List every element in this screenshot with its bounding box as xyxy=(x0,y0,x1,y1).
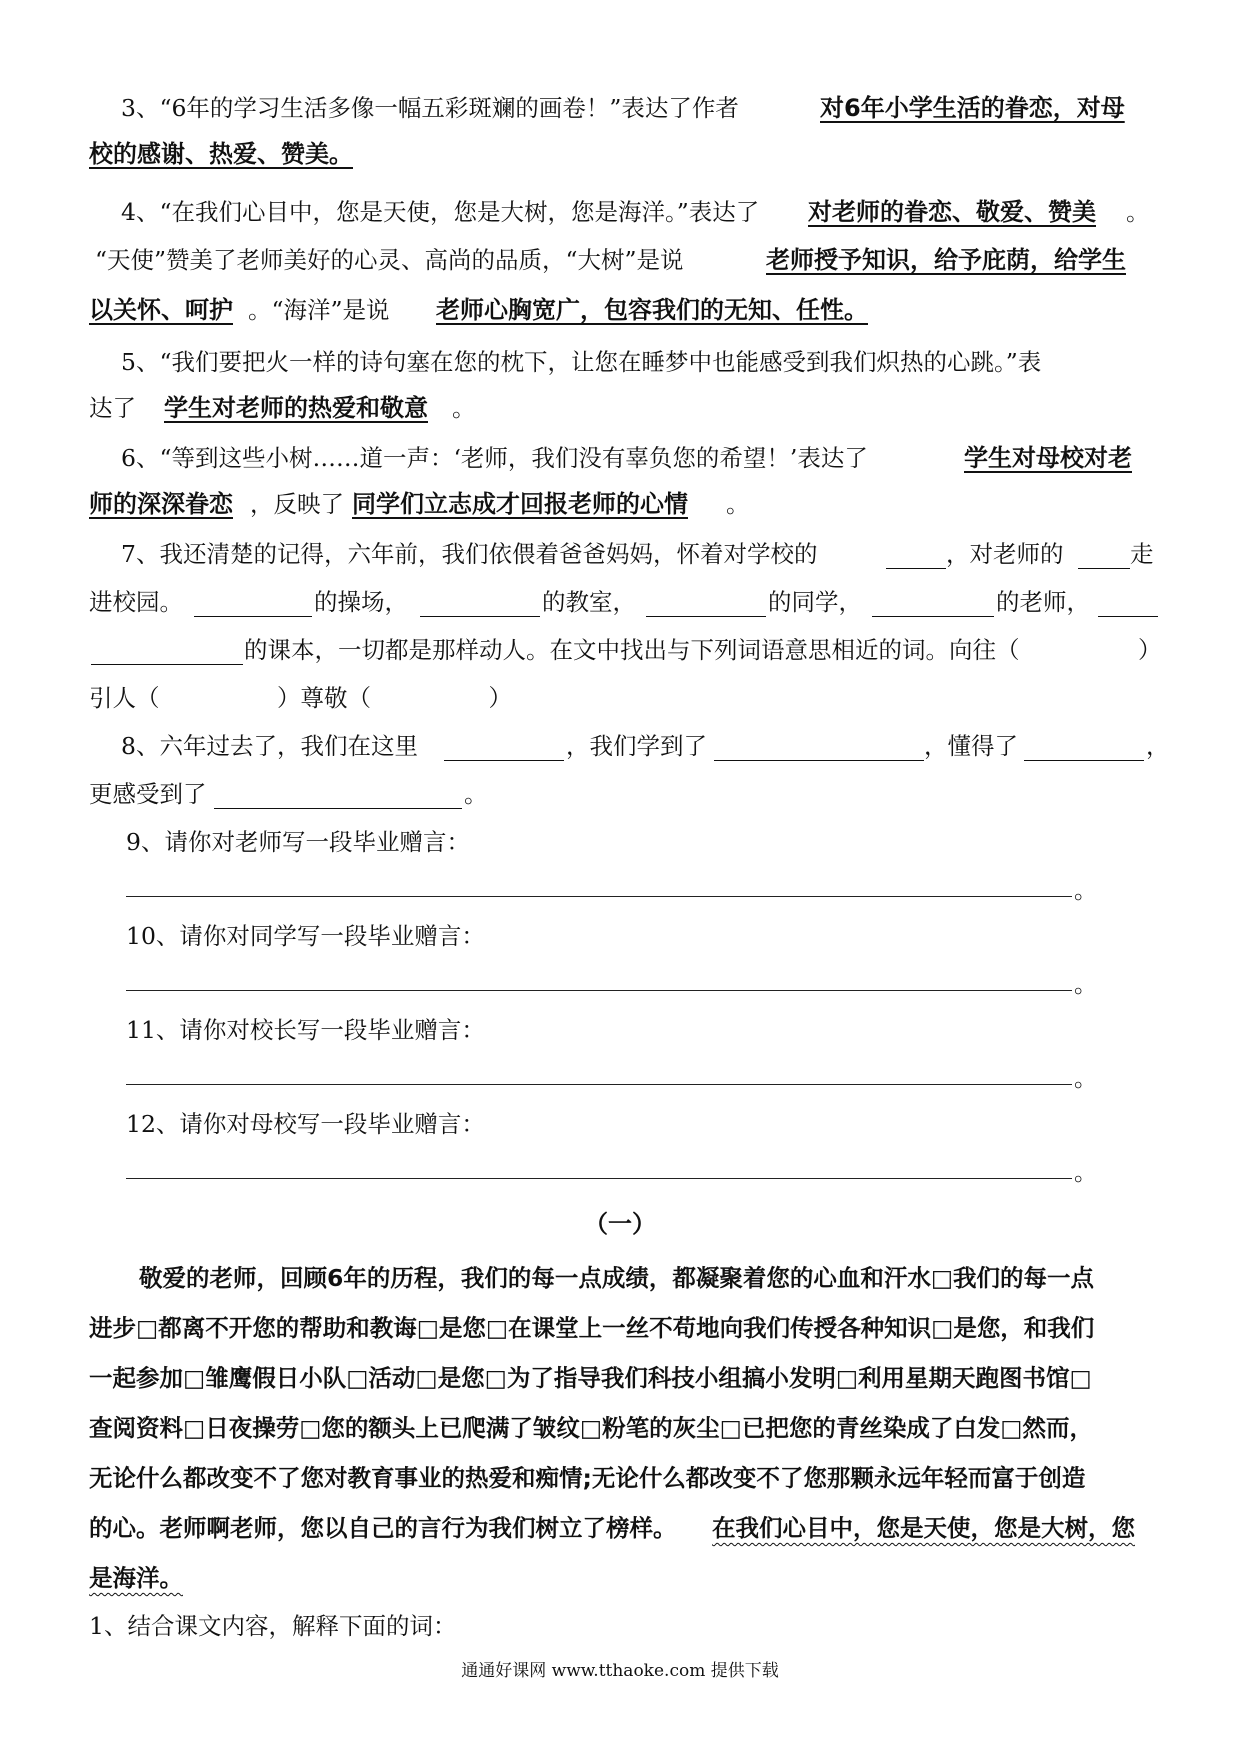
question-7-line2-d: 的同学， xyxy=(768,588,862,616)
question-8-blank-1[interactable] xyxy=(444,726,564,761)
question-10-text: 10、请你对同学写一段毕业赠言： xyxy=(126,922,485,950)
question-7-line-1 xyxy=(0,532,1240,576)
question-7-blank-classroom[interactable] xyxy=(420,582,540,617)
passage-line-4 xyxy=(0,1406,1240,1450)
question-6-mid: ，反映了 xyxy=(250,490,344,518)
question-7-line1-a: 7、我还清楚的记得，六年前，我们依偎着爸爸妈妈，怀着对学校的 xyxy=(121,540,818,568)
question-6-answer-1-part1: 学生对母校对老 xyxy=(964,444,1132,472)
question-7-blank-teacher[interactable] xyxy=(872,582,994,617)
question-3-answer-part2: 校的感谢、热爱、赞美。 xyxy=(89,140,353,168)
question-7-blank-textbook[interactable] xyxy=(91,630,243,665)
question-4-answer-2-part2: 以关怀、呵护 xyxy=(89,296,233,324)
question-6-answer-1-part2: 师的深深眷恋 xyxy=(89,490,233,518)
question-9-answer-line[interactable] xyxy=(126,896,1072,897)
question-8-line-1 xyxy=(0,724,1240,768)
question-7-line2-a: 进校园。 xyxy=(89,588,183,616)
question-3-line-1 xyxy=(0,86,1240,130)
question-4-line2-text: “天使”赞美了老师美好的心灵、高尚的品质，“大树”是说 xyxy=(95,246,684,274)
question-6-line-2 xyxy=(0,482,1240,526)
question-9-line xyxy=(0,820,1240,864)
section-question-1-text: 1、结合课文内容，解释下面的词： xyxy=(89,1612,457,1640)
passage-line-6-text: 的心。老师啊老师，您以自己的言行为我们树立了榜样。 xyxy=(89,1514,677,1542)
passage-line-5 xyxy=(0,1456,1240,1500)
question-10-line xyxy=(0,914,1240,958)
question-4-answer-1: 对老师的眷恋、敬爱、赞美 xyxy=(808,198,1096,226)
section-heading: （一） xyxy=(584,1210,656,1238)
question-4-line-2 xyxy=(0,238,1240,282)
question-5-line-1 xyxy=(0,340,1240,384)
question-5-prefix: 达了 xyxy=(89,394,136,422)
question-9-line-end: 。 xyxy=(1074,878,1097,904)
question-6-prefix: 6、“等到这些小树……道一声：‘老师，我们没有辜负您的希望！’表达了 xyxy=(121,444,868,472)
passage-line-3 xyxy=(0,1356,1240,1400)
passage-line-6 xyxy=(0,1506,1240,1550)
question-5-after: 。 xyxy=(452,394,476,422)
question-10-line-end: 。 xyxy=(1074,972,1097,998)
question-4-line-3 xyxy=(0,288,1240,332)
question-11-answer-line[interactable] xyxy=(126,1084,1072,1085)
question-7-blank-classmates[interactable] xyxy=(646,582,766,617)
question-8-line2-a: 更感受到了 xyxy=(89,780,207,808)
question-12-answer-line[interactable] xyxy=(126,1178,1072,1179)
question-7-line2-e: 的老师， xyxy=(996,588,1090,616)
question-12-line xyxy=(0,1102,1240,1146)
question-4-answer-2-part1: 老师授予知识，给予庇荫，给学生 xyxy=(766,246,1126,274)
passage-line-1-text: 敬爱的老师，回顾6年的历程，我们的每一点成绩，都凝聚着您的心血和汗水□我们的每一点 xyxy=(139,1264,1095,1292)
passage-wavy-underlined-2: 是海洋。 xyxy=(89,1564,183,1592)
question-7-line4: 引人（ ）尊敬（ ） xyxy=(89,684,512,712)
question-11-line xyxy=(0,1008,1240,1052)
question-8-line1-b: ，我们学到了 xyxy=(566,732,707,760)
question-6-after: 。 xyxy=(726,490,750,518)
question-3-prefix: 3、“6年的学习生活多像一幅五彩斑斓的画卷！”表达了作者 xyxy=(121,94,739,122)
question-7-blank-playground[interactable] xyxy=(194,582,312,617)
question-4-mid: 。“海洋”是说 xyxy=(248,296,390,324)
question-6-answer-2: 同学们立志成才回报老师的心情 xyxy=(352,490,688,518)
passage-line-4-text: 查阅资料□日夜操劳□您的额头上已爬满了皱纹□粉笔的灰尘□已把您的青丝染成了白发□然而， xyxy=(89,1414,1094,1442)
question-4-answer-3: 老师心胸宽广，包容我们的无知、任性。 xyxy=(436,296,868,324)
question-8-blank-2[interactable] xyxy=(714,726,924,761)
passage-wavy-underlined-1: 在我们心目中，您是天使，您是大树，您 xyxy=(712,1514,1135,1542)
question-4-prefix: 4、“在我们心目中，您是天使，您是大树，您是海洋。”表达了 xyxy=(121,198,760,226)
passage-line-5-text: 无论什么都改变不了您对教育事业的热爱和痴情;无论什么都改变不了您那颗永远年轻而富于创造 xyxy=(89,1464,1086,1492)
question-7-line1-b: ，对老师的 xyxy=(946,540,1064,568)
question-12-text: 12、请你对母校写一段毕业赠言： xyxy=(126,1110,485,1138)
question-4-line-1 xyxy=(0,190,1240,234)
question-7-blank-textbook-start[interactable] xyxy=(1098,582,1158,617)
question-5-line-2 xyxy=(0,386,1240,430)
question-4-after-1: 。 xyxy=(1126,198,1150,226)
question-7-line1-c: 走 xyxy=(1130,540,1154,568)
question-7-blank-2[interactable] xyxy=(1078,534,1130,569)
passage-line-1 xyxy=(0,1256,1240,1300)
passage-line-2-text: 进步□都离不开您的帮助和教诲□是您□在课堂上一丝不苟地向我们传授各种知识□是您，和我们 xyxy=(89,1314,1095,1342)
passage-line-3-text: 一起参加□雏鹰假日小队□活动□是您□为了指导我们科技小组搞小发明□利用星期天跑图书馆□ xyxy=(89,1364,1092,1392)
question-7-line3-a: 的课本，一切都是那样动人。在文中找出与下列词语意思相近的词。向往（ xyxy=(244,636,1020,664)
question-3-line-2 xyxy=(0,132,1240,176)
question-10-answer-line[interactable] xyxy=(126,990,1072,991)
question-8-blank-4[interactable] xyxy=(214,774,462,809)
question-7-line2-b: 的操场， xyxy=(314,588,408,616)
passage-line-2 xyxy=(0,1306,1240,1350)
question-8-line1-c: ，懂得了 xyxy=(924,732,1018,760)
question-6-line-1 xyxy=(0,436,1240,480)
question-11-text: 11、请你对校长写一段毕业赠言： xyxy=(126,1016,485,1044)
question-5-answer: 学生对老师的热爱和敬意 xyxy=(164,394,428,422)
question-3-answer-part1: 对6年小学生活的眷恋，对母 xyxy=(820,94,1125,122)
question-8-blank-3[interactable] xyxy=(1024,726,1144,761)
question-7-line-3 xyxy=(0,628,1240,672)
question-9-text: 9、请你对老师写一段毕业赠言： xyxy=(126,828,470,856)
footer-credit: 通通好课网 www.tthaoke.com 提供下载 xyxy=(461,1661,779,1681)
question-7-line-4 xyxy=(0,676,1240,720)
question-11-line-end: 。 xyxy=(1074,1066,1097,1092)
question-7-blank-1[interactable] xyxy=(886,534,946,569)
question-7-line3-b: ） xyxy=(1138,636,1162,664)
question-8-line-2 xyxy=(0,772,1240,816)
question-8-line1-d: ， xyxy=(1146,732,1170,760)
passage-line-7 xyxy=(0,1556,1240,1600)
question-5-line1: 5、“我们要把火一样的诗句塞在您的枕下，让您在睡梦中也能感受到我们炽热的心跳。”表 xyxy=(121,348,1042,376)
question-8-line2-b: 。 xyxy=(464,780,488,808)
section-question-1 xyxy=(0,1604,1240,1648)
question-8-line1-a: 8、六年过去了，我们在这里 xyxy=(121,732,418,760)
question-12-line-end: 。 xyxy=(1074,1160,1097,1186)
question-7-line2-c: 的教室， xyxy=(542,588,636,616)
question-7-line-2 xyxy=(0,580,1240,624)
